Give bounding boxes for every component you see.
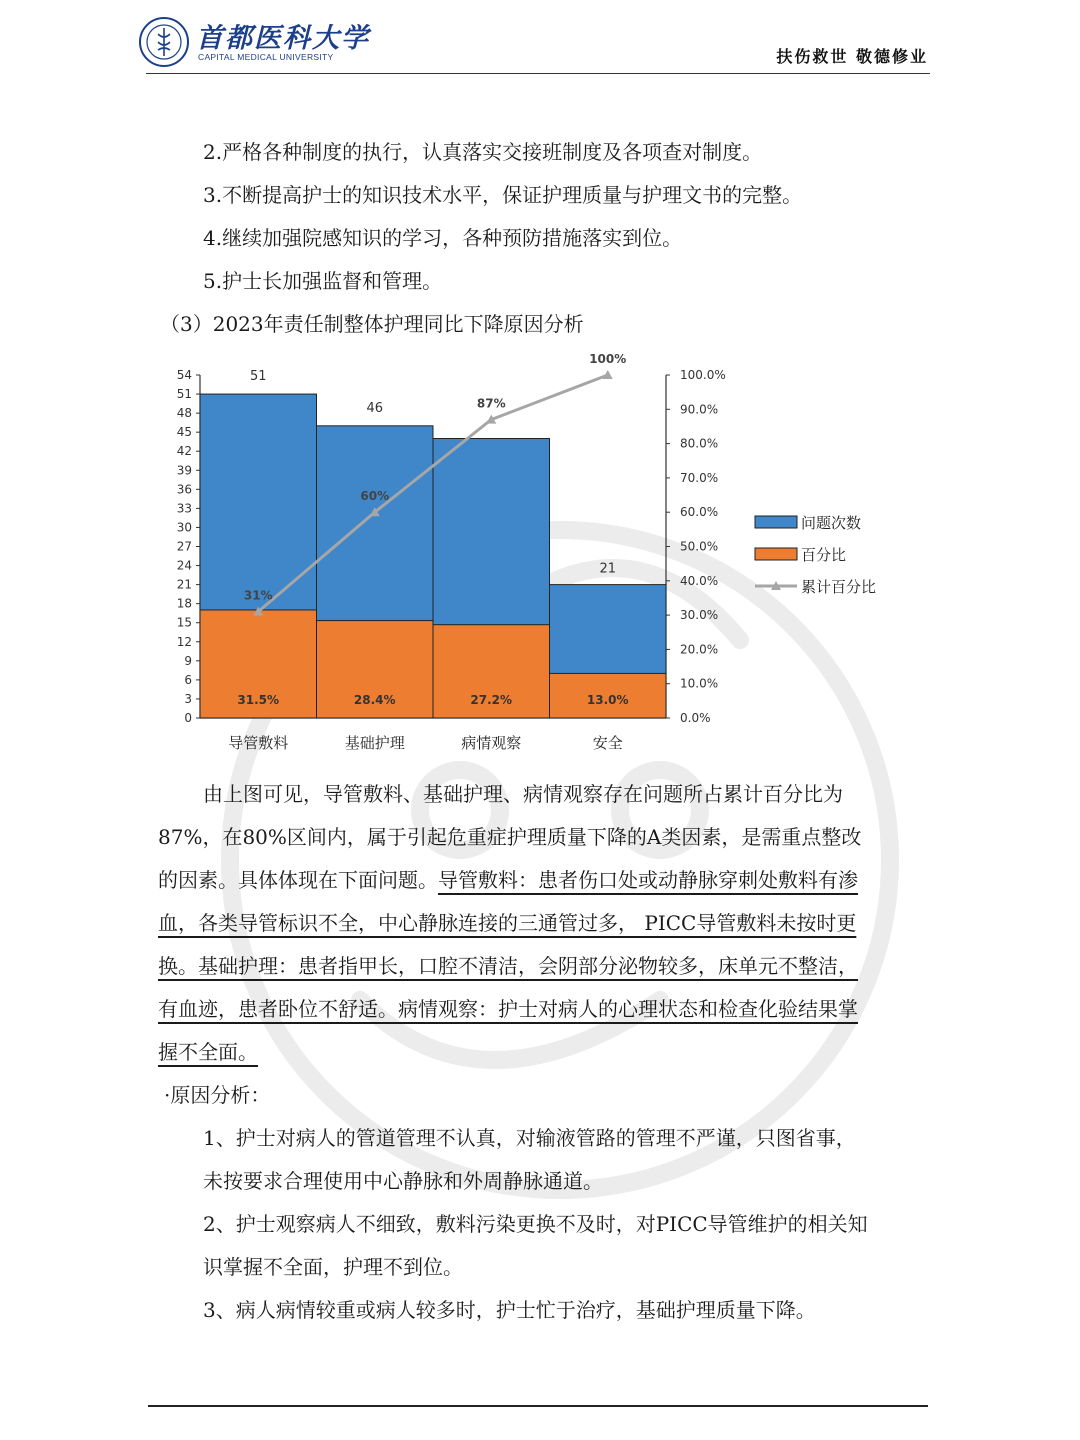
legend-swatch-count <box>755 516 797 528</box>
cumulative-point <box>603 370 613 379</box>
left-tick-label: 21 <box>176 577 192 592</box>
right-tick-label: 50.0% <box>680 539 719 554</box>
right-tick-label: 100.0% <box>680 368 726 382</box>
left-tick-label: 3 <box>184 691 192 706</box>
cause-line-2: 未按要求合理使用中心静脉和外周静脉通道。 <box>203 1169 603 1193</box>
category-label: 病情观察 <box>461 734 522 752</box>
left-tick-label: 48 <box>176 406 192 421</box>
cause-line-4: 识掌握不全面，护理不到位。 <box>203 1255 463 1279</box>
right-tick-label: 90.0% <box>680 402 719 417</box>
right-tick-label: 40.0% <box>680 573 719 588</box>
category-label: 导管敷料 <box>228 734 289 752</box>
left-tick-label: 42 <box>176 444 192 459</box>
category-label: 安全 <box>592 734 623 752</box>
section-title: （3）2023年责任制整体护理同比下降原因分析 <box>160 312 584 336</box>
right-tick-label: 80.0% <box>680 436 719 451</box>
left-tick-label: 36 <box>176 482 192 497</box>
percent-label: 31.5% <box>237 693 280 707</box>
analysis-line-5: 换。基础护理：患者指甲长，口腔不清洁，会阴部分泌物较多，床单元不整洁， <box>158 954 858 978</box>
count-label: 21 <box>599 561 617 577</box>
left-tick-label: 51 <box>176 387 192 402</box>
left-tick-label: 24 <box>176 558 192 573</box>
cumulative-label: 60% <box>360 489 390 504</box>
cumulative-label: 31% <box>243 588 273 603</box>
cause-line-1: 1、护士对病人的管道管理不认真，对输液管路的管理不严谨，只图省事， <box>203 1126 856 1150</box>
left-tick-label: 39 <box>176 463 192 478</box>
right-tick-label: 0.0% <box>680 711 711 725</box>
left-tick-label: 18 <box>176 596 192 611</box>
university-motto: 扶伤救世 敬德修业 <box>776 47 928 66</box>
left-tick-label: 33 <box>176 501 192 516</box>
left-tick-label: 27 <box>176 539 192 554</box>
header-rule <box>146 73 930 75</box>
measure-item-2: 2.严格各种制度的执行，认真落实交接班制度及各项查对制度。 <box>203 140 763 164</box>
category-label: 基础护理 <box>344 734 405 752</box>
cause-line-5: 3、病人病情较重或病人较多时，护士忙于治疗，基础护理质量下降。 <box>203 1298 816 1322</box>
right-tick-label: 70.0% <box>680 470 719 485</box>
right-tick-label: 60.0% <box>680 505 719 520</box>
cumulative-label: 87% <box>476 396 506 411</box>
legend-label-percent: 百分比 <box>801 546 847 564</box>
percent-label: 28.4% <box>353 693 396 707</box>
left-tick-label: 54 <box>176 368 192 382</box>
footer-rule <box>148 1405 928 1407</box>
left-tick-label: 45 <box>176 425 192 440</box>
left-tick-label: 15 <box>176 615 192 630</box>
analysis-line-3-plain: 的因素。具体体现在下面问题。 <box>158 868 438 892</box>
university-seal-icon <box>138 16 190 68</box>
analysis-line-3-underlined: 导管敷料：患者伤口处或动静脉穿刺处敷料有渗 <box>438 868 858 892</box>
legend-label-count: 问题次数 <box>801 514 862 532</box>
right-tick-label: 20.0% <box>680 642 719 657</box>
left-tick-label: 9 <box>184 653 192 668</box>
analysis-line-4: 血，各类导管标识不全，中心静脉连接的三通管过多， PICC导管敷料未按时更 <box>158 911 857 935</box>
university-name-en: CAPITAL MEDICAL UNIVERSITY <box>198 52 334 62</box>
legend-label-cumulative: 累计百分比 <box>801 578 877 596</box>
analysis-line-1: 由上图可见，导管敷料、基础护理、病情观察存在问题所占累计百分比为 <box>203 782 843 806</box>
pareto-chart <box>150 350 910 760</box>
cumulative-label: 100% <box>589 352 627 366</box>
right-tick-label: 30.0% <box>680 608 719 623</box>
analysis-line-3 <box>158 859 858 901</box>
analysis-line-6: 有血迹，患者卧位不舒适。病情观察：护士对病人的心理状态和检查化验结果掌 <box>158 997 858 1021</box>
analysis-line-7: 握不全面。 <box>158 1040 258 1064</box>
page-header <box>138 14 930 74</box>
left-tick-label: 0 <box>184 711 192 725</box>
percent-label: 27.2% <box>470 693 513 707</box>
measure-item-5: 5.护士长加强监督和管理。 <box>203 269 443 293</box>
left-tick-label: 6 <box>184 672 192 687</box>
university-name-cn: 首都医科大学 <box>196 23 370 54</box>
left-tick-label: 12 <box>176 634 192 649</box>
measure-item-4: 4.继续加强院感知识的学习，各种预防措施落实到位。 <box>203 226 683 250</box>
causes-heading: ·原因分析： <box>164 1083 271 1107</box>
cause-line-3: 2、护士观察病人不细致，敷料污染更换不及时，对PICC导管维护的相关知 <box>203 1212 868 1236</box>
right-tick-label: 10.0% <box>680 676 719 691</box>
count-label: 51 <box>249 369 267 385</box>
count-label: 46 <box>366 400 384 416</box>
percent-label: 13.0% <box>586 693 629 707</box>
measure-item-3: 3.不断提高护士的知识技术水平，保证护理质量与护理文书的完整。 <box>203 183 803 207</box>
left-tick-label: 30 <box>176 520 192 535</box>
legend-swatch-percent <box>755 548 797 560</box>
analysis-line-2: 87%，在80%区间内，属于引起危重症护理质量下降的A类因素，是需重点整改 <box>158 825 862 849</box>
